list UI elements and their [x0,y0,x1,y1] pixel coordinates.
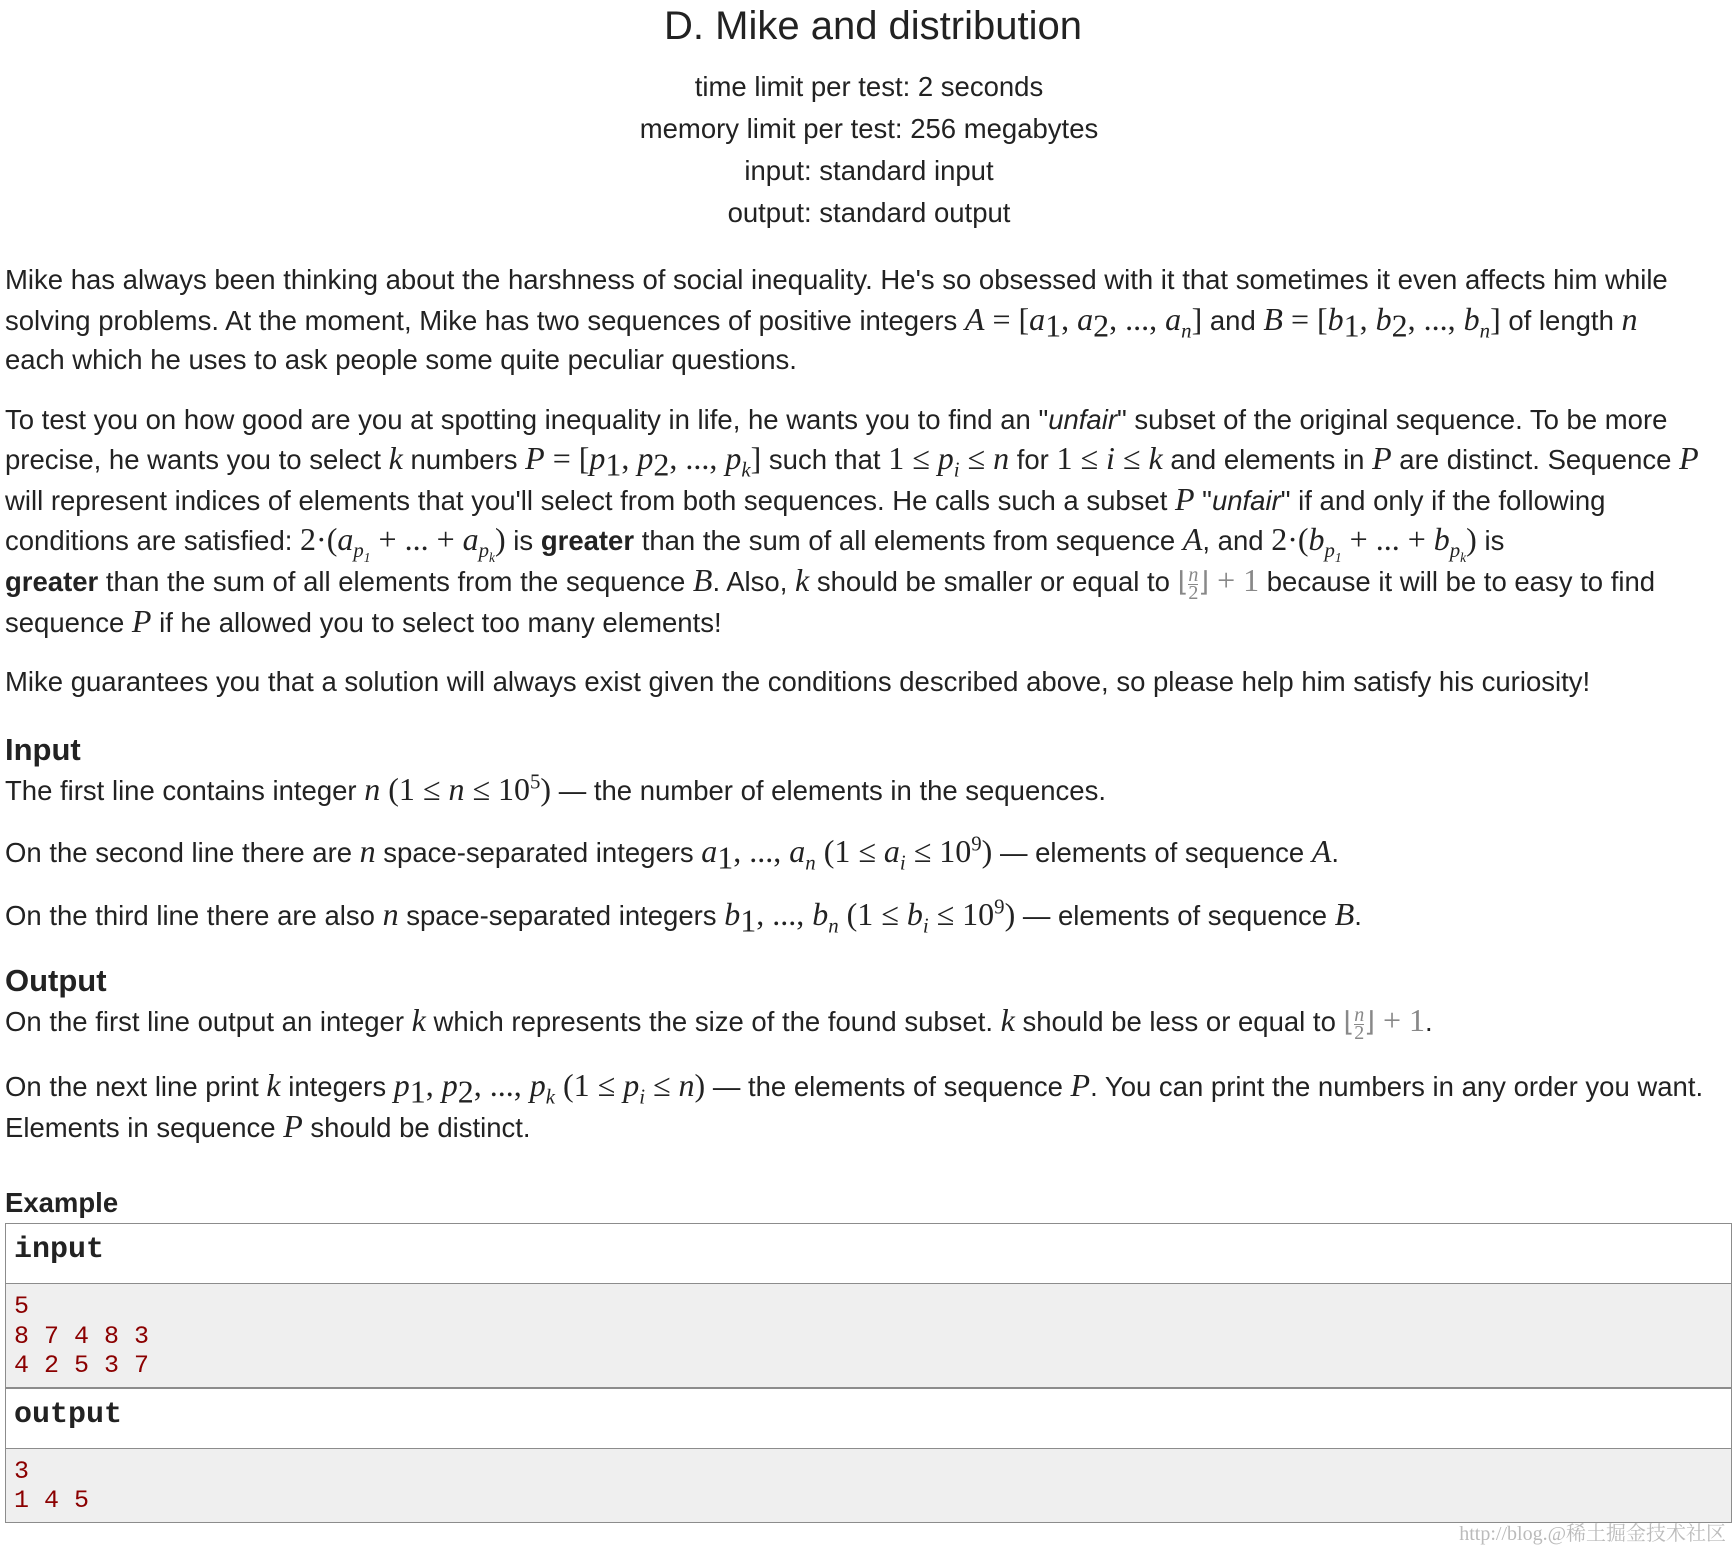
input-heading: Input [5,731,81,767]
statement [5,260,1733,702]
example-input-line: 5 [14,1292,30,1322]
time-limit: time limit per test: 2 seconds [694,71,1044,102]
input-line-1: The first line contains integer n $(1 \le n \le 10^5)$ — the number of elements in the sequences. [5,770,1106,807]
watermark: http://blog.@稀土掘金技术社区 [1459,1523,1726,1545]
input-spec: input: standard input [744,155,994,186]
example-output-line: 3 [14,1456,30,1486]
statement-paragraph-1: Mike has always been thinking about the harshness of social inequality. He's so obsessed with it that sometimes it even affects him while solving problems. At the moment, Mike has two sequences of positive integers $A = [a_1$, $a_2$, ..., $a_n$] and $B = [b_1$, $b_2$, ..., $b_n$] of length n each which he uses to ask people some quite peculiar questions. [5,264,1668,375]
example-output-line: 1 4 5 [14,1486,90,1516]
problem-page [5,0,1733,1523]
input-line-2: On the second line there are n space-separated integers $a_1$, ..., $a_n$ $(1 \le a_i \le 10^9)$ — elements of sequence A. [5,832,1339,876]
example-label: Example [5,1187,119,1219]
example-input-body[interactable] [6,1284,1731,1388]
statement-paragraph-2: To test you on how good are you at spotting inequality in life, he wants you to find an "unfair" subset of the original sequence. To be more precise, he wants you to select k numbers $P = [p_1$, $p_2$, ..., $p_k$] such that $1 \le p_i \le n$ for 1 ≤ i ≤ k and elements in P are distinct. Sequence P will represent indices of elements that you'll select from both sequences. He calls such a subset P "unfair" if and only if the following conditions are satisfied: $2\cdot(a_{p_1}$ + ... + $a_{p_k}$) is greater than the sum of all elements from sequence A, and $2\cdot(b_{p_1}$ + ... + $b_{p_k}$) is greater than the sum of all elements from the sequence B. Also, k should be smaller or equal to ⌊ $\frac{n}{2}⌋ + 1$ because it will be to easy to find sequence P if he allowed you to select too many elements! [5,403,1699,639]
example-input-line: 4 2 5 3 7 [14,1351,150,1381]
statement-paragraph-3: Mike guarantees you that a solution will always exist given the conditions described above, so please help him satisfy his curiosity! [5,666,1591,698]
input-line-3: On the third line there are also n space-separated integers $b_1$, ..., $b_n$ $(1 \le b_i \le 10^9)$ — elements of sequence B. [5,895,1362,939]
example-output-body[interactable] [6,1449,1731,1522]
example-input-line: 8 7 4 8 3 [14,1321,150,1351]
output-spec: output: standard output [727,197,1011,228]
output-heading: Output [5,963,107,999]
limits-block [5,66,1733,234]
floor-n-over-2: ⌊ $\frac{n}{2}⌋$ [1177,563,1210,604]
problem-title: D. Mike and distribution [664,4,1082,48]
output-line-1: On the first line output an integer k which represents the size of the found subset. k should be less or equal to ⌊ $\frac{n}{2}⌋ + 1$. [5,1002,1433,1045]
input-section [5,730,1733,939]
memory-limit: memory limit per test: 256 megabytes [639,113,1099,144]
output-section [5,961,1733,1147]
example-input-label: input [6,1224,1731,1284]
output-line-2: On the next line print k integers $p_1$, $p_2$, ..., $p_k$ $(1 \le p_i \le n)$ — the elements of sequence P. You can print the numbers in any order you want. Elements in sequence P should be distinct. [5,1067,1704,1144]
example-box [5,1223,1732,1523]
example-output-label: output [6,1388,1731,1449]
